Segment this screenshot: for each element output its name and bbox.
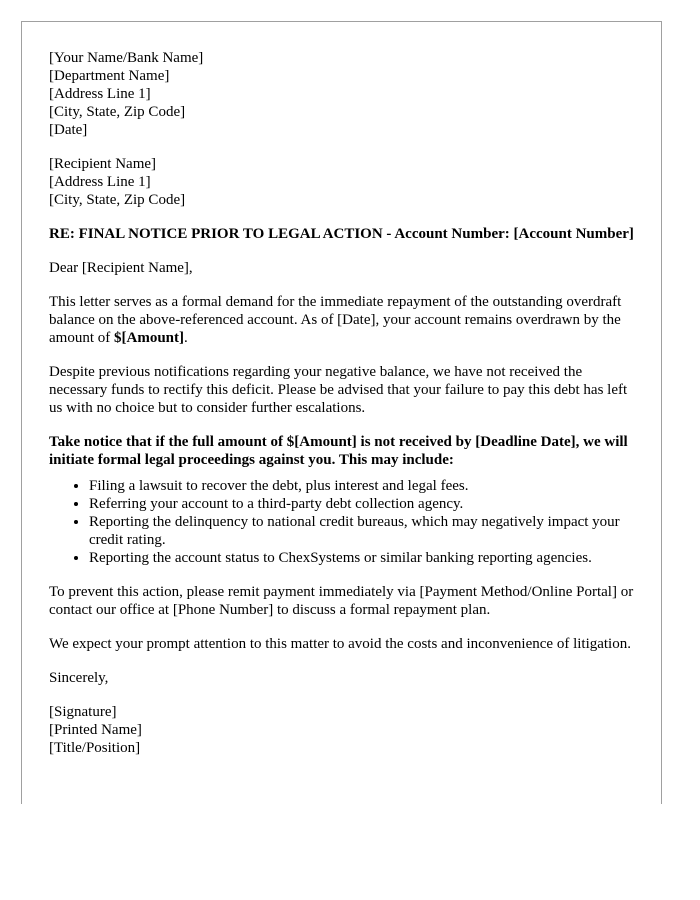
recipient-city: [City, State, Zip Code]: [49, 192, 186, 208]
paragraph-notifications-text: Despite previous notifications regarding your negative balance, we have not received the necessary funds to rectify this deficit. Please be advised that your failure to pay this debt has left us with no choice but to consider further escalations.: [49, 364, 628, 416]
signature-block: [49, 703, 639, 757]
title-position: [Title/Position]: [49, 740, 141, 756]
letter-page: [21, 21, 662, 804]
list-item: • Referring your account to a third-party debt collection agency.: [89, 495, 639, 513]
recipient-block: [49, 155, 639, 209]
list-item: • Filing a lawsuit to recover the debt, plus interest and legal fees.: [89, 477, 639, 495]
demand-end: .: [184, 330, 188, 346]
sender-block: [49, 49, 639, 139]
notice-block: [49, 433, 639, 469]
letter-content: [49, 49, 639, 757]
subject-line: RE: FINAL NOTICE PRIOR TO LEGAL ACTION - Account Number: [Account Number]: [49, 226, 634, 242]
paragraph-demand-text: [49, 293, 639, 347]
paragraph-prevention: [49, 583, 639, 619]
demand-amount: $[Amount]: [114, 330, 184, 346]
signature: [Signature]: [49, 704, 117, 720]
paragraph-prevention-text: To prevent this action, please remit payment immediately via [Payment Method/Online Portal] or contact our office at [Phone Number] to discuss a formal repayment plan.: [49, 584, 634, 618]
paragraph-notifications: [49, 363, 639, 417]
actions-list: [49, 477, 639, 567]
subject-block: [49, 225, 639, 243]
sender-department: [Department Name]: [49, 68, 170, 84]
printed-name: [Printed Name]: [49, 722, 142, 738]
paragraph-demand: [49, 293, 639, 347]
sender-name: [Your Name/Bank Name]: [49, 50, 204, 66]
sender-city: [City, State, Zip Code]: [49, 104, 186, 120]
closing-block: [49, 669, 639, 687]
salutation: Dear [Recipient Name],: [49, 260, 193, 276]
recipient-address: [Address Line 1]: [49, 174, 151, 190]
salutation-block: [49, 259, 639, 277]
paragraph-expectation: [49, 635, 639, 653]
paragraph-expectation-text: We expect your prompt attention to this matter to avoid the costs and inconvenience of litigation.: [49, 636, 631, 652]
demand-text: This letter serves as a formal demand for the immediate repayment of the outstanding overdraft balance on the above-referenced account. As of [Date], your account remains overdrawn by the amount of: [49, 294, 622, 346]
list-item: • Reporting the delinquency to national credit bureaus, which may negatively impact your credit rating.: [89, 513, 639, 549]
sender-address: [Address Line 1]: [49, 86, 151, 102]
list-item: • Reporting the account status to ChexSystems or similar banking reporting agencies.: [89, 549, 639, 567]
recipient-name: [Recipient Name]: [49, 156, 157, 172]
legal-notice: Take notice that if the full amount of $[Amount] is not received by [Deadline Date], we will initiate formal legal proceedings against you. This may include:: [49, 434, 628, 468]
closing: Sincerely,: [49, 670, 109, 686]
sender-date: [Date]: [49, 122, 88, 138]
